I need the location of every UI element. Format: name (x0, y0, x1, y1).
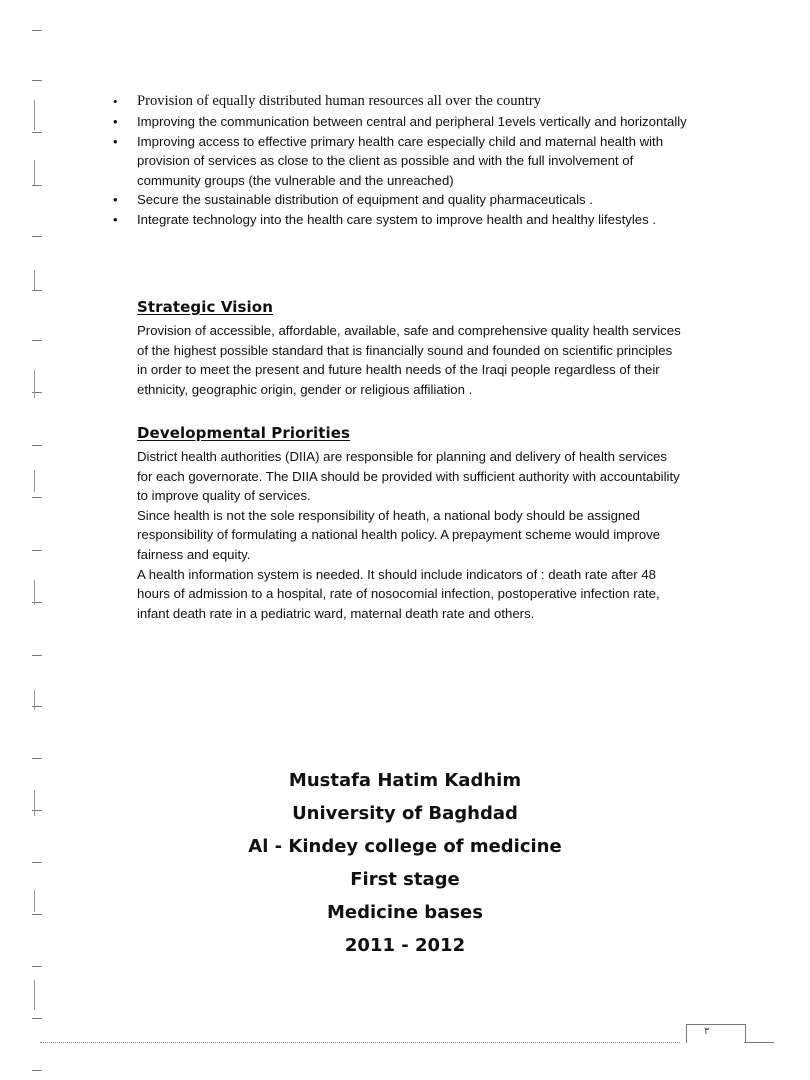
priorities-paragraph: A health information system is needed. It should include indicators of : death rate after 48 hours of admission to a hospital, rate of nosocomial infection, postoperative infection rate, infant death rate in a pediatric ward, maternal death rate and others. (137, 566, 660, 621)
college-name: Al - Kindey college of medicine (248, 836, 562, 857)
author-name: Mustafa Hatim Kadhim (288, 770, 522, 791)
developmental-priorities-text (137, 447, 682, 623)
bullet-item: • Improving the communication between central and peripheral 1evels vertically and horizontally (110, 112, 690, 132)
strategic-vision-heading: Strategic Vision (137, 298, 273, 316)
objectives-bullet-list (110, 91, 690, 229)
page-number: ٣ (704, 1026, 710, 1037)
binding-margin-marks (28, 0, 48, 1080)
bullet-item: • Improving access to effective primary health care especially child and maternal health with provision of services as close to the client as possible and with the full involvement of community groups (the vulnerable and the unreached) (110, 132, 690, 191)
bullet-item: • Provision of equally distributed human resources all over the country (110, 91, 690, 112)
page-number-box (686, 1024, 746, 1043)
university-name: University of Baghdad (292, 803, 518, 824)
priorities-paragraph: Since health is not the sole responsibility of heath, a national body should be assigned responsibility of formulating a national health policy. A prepayment scheme would improve fairness and equity. (137, 507, 661, 562)
author-signature-block (205, 764, 605, 962)
priorities-paragraph: District health authorities (DIIA) are responsible for planning and delivery of health services for each governorate. The DIIA should be provided with sufficient authority with accountability to improve quality of services. (137, 449, 680, 504)
strategic-vision-paragraph: Provision of accessible, affordable, available, safe and comprehensive quality health services of the highest possible standard that is financially sound and founded on scientific principles in order to meet the present and future health needs of the Iraqi people regardless of their ethnicity, geographic origin, gender or religious affiliation . (137, 323, 681, 397)
bullet-item: • Secure the sustainable distribution of equipment and quality pharmaceuticals . (110, 190, 690, 210)
developmental-priorities-heading: Developmental Priorities (137, 424, 351, 442)
stage: First stage (350, 869, 460, 890)
footer-rule-right (744, 1042, 774, 1043)
bullet-item: • Integrate technology into the health care system to improve health and healthy lifestyles . (110, 210, 690, 230)
strategic-vision-text (137, 321, 682, 399)
subject: Medicine bases (327, 902, 483, 923)
academic-year: 2011 - 2012 (344, 935, 466, 956)
footer-rule (40, 1042, 680, 1043)
